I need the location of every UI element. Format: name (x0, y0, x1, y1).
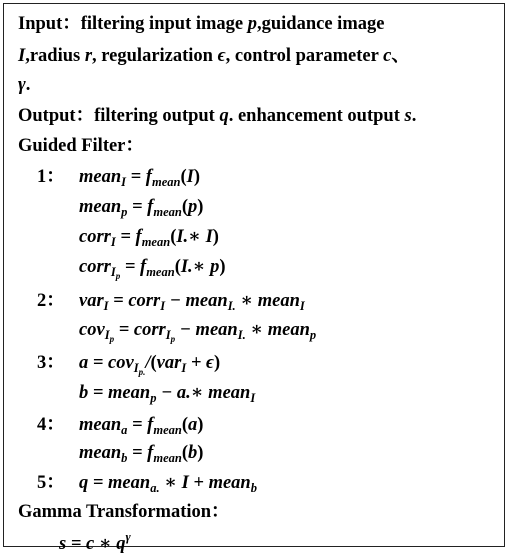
eq-corr-I: corr$_I$ = $f_{mean}(I.∗$ I) (79, 227, 219, 249)
output-line: Output：filtering output q. enhancement output s. (18, 106, 417, 126)
eq-mean-p: mean$_p$ = $f_{mean}(p)$ (79, 197, 204, 219)
eq-b: b = mean$_p$ − a.∗ mean$_I$ (79, 383, 256, 405)
step-4-number: 4： (37, 415, 65, 435)
algorithm-box (3, 3, 505, 554)
step-2-number: 2： (37, 291, 65, 311)
output-label: Output： (18, 106, 95, 126)
eq-var-I: var$_I$ = corr$_I$ − mean$_{I.}$ ∗ mean$_I$ (79, 291, 305, 313)
eq-mean-I: mean$_I$ = $f_{mean}(I)$ (79, 167, 200, 189)
guided-filter-title: Guided Filter： (18, 136, 144, 156)
input-line-1: Input：filtering input image p,guidance image (18, 14, 385, 34)
step-1-number: 1： (37, 167, 65, 187)
eq-mean-a: mean$_a$ = $f_{mean}(a)$ (79, 415, 204, 437)
eq-corr-Ip: corr$_{I_p}$ = $f_{mean}(I.∗$ p) (79, 257, 226, 281)
eq-a: a = cov$_{I_{p.}}$/(var$_I$ + ϵ) (79, 353, 221, 377)
eq-cov-Ip: cov$_{I_p}$ = corr$_{I_p}$ − mean$_{I.}$ ∗ mean$_p$ (79, 320, 317, 344)
step-3-number: 3： (37, 353, 65, 373)
input-line-2: I,radius r, regularization ϵ, control parameter c、 (18, 46, 410, 66)
gamma-transformation-title: Gamma Transformation： (18, 502, 230, 522)
input-label: Input： (18, 14, 81, 34)
step-5-number: 5： (37, 473, 65, 493)
eq-mean-b: mean$_b$ = $f_{mean}(b)$ (79, 443, 204, 465)
input-line-3: γ. (18, 75, 31, 95)
eq-s: s = c ∗ $q^\gamma$ (59, 530, 131, 554)
eq-q: q = mean$_{a.}$ ∗ I + mean$_b$ (79, 473, 257, 495)
